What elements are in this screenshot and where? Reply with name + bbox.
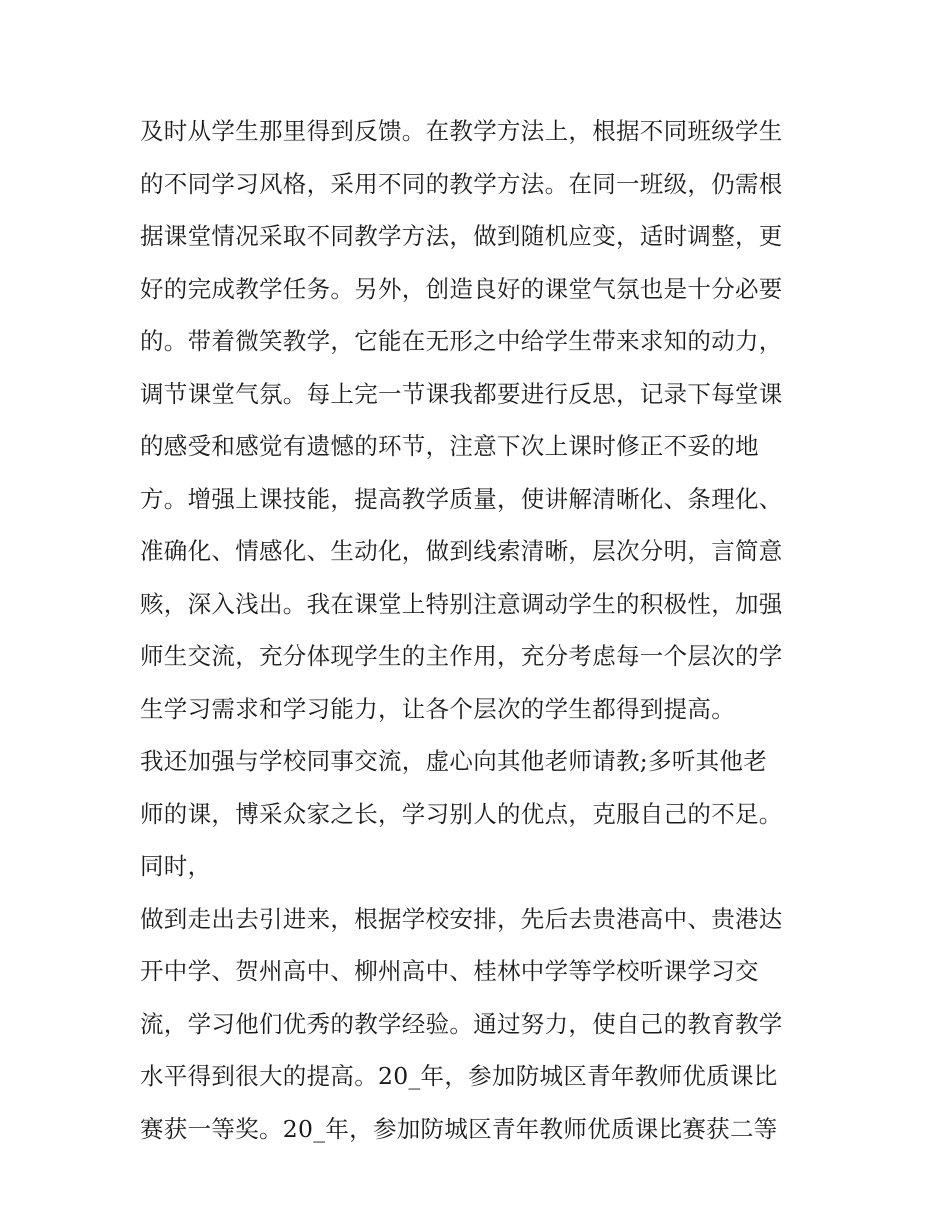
text-line: 师的课，博采众家之长，学习别人的优点，克服自己的不足。: [140, 799, 783, 828]
text-line: 开中学、贺州高中、柳州高中、桂林中学等学校听课学习交: [140, 957, 759, 985]
text-line: 生学习需求和学习能力，让各个层次的学生都得到提高。: [140, 694, 735, 723]
text-line: 的感受和感觉有遗憾的环节，注意下次上课时修正不妥的地: [140, 432, 759, 460]
text-line: 据课堂情况采取不同教学方法，做到随机应变，适时调整，更: [140, 222, 783, 250]
text-line: 准确化、情感化、生动化，做到线索清晰，层次分明，言简意: [140, 537, 783, 565]
text-line: 赛获一等奖。20_年，参加防城区青年教师优质课比赛获二等: [140, 1114, 778, 1143]
text-line: 调节课堂气氛。每上完一节课我都要进行反思，记录下每堂课: [140, 379, 783, 408]
text-line: 流，学习他们优秀的教学经验。通过努力，使自己的教育教学: [140, 1009, 783, 1038]
text-line: 赅，深入浅出。我在课堂上特别注意调动学生的积极性，加强: [140, 589, 783, 618]
body-text: [140, 105, 820, 1155]
text-line: 水平得到很大的提高。20_年，参加防城区青年教师优质课比: [140, 1062, 778, 1090]
text-line: 好的完成教学任务。另外，创造良好的课堂气氛也是十分必要: [140, 274, 783, 303]
text-line: 我还加强与学校同事交流，虚心向其他老师请教;多听其他老: [140, 747, 768, 775]
text-line: 及时从学生那里得到反馈。在教学方法上，根据不同班级学生: [140, 117, 783, 145]
text-line: 做到走出去引进来，根据学校安排，先后去贵港高中、贵港达: [140, 904, 783, 933]
text-line: 师生交流，充分体现学生的主作用，充分考虑每一个层次的学: [140, 642, 783, 670]
text-line: 的不同学习风格，采用不同的教学方法。在同一班级，仍需根: [140, 169, 783, 198]
text-line: 的。带着微笑教学，它能在无形之中给学生带来求知的动力，: [140, 327, 783, 355]
text-line: 方。增强上课技能，提高教学质量，使讲解清晰化、条理化、: [140, 484, 783, 513]
text-line: 同时，: [140, 852, 212, 880]
